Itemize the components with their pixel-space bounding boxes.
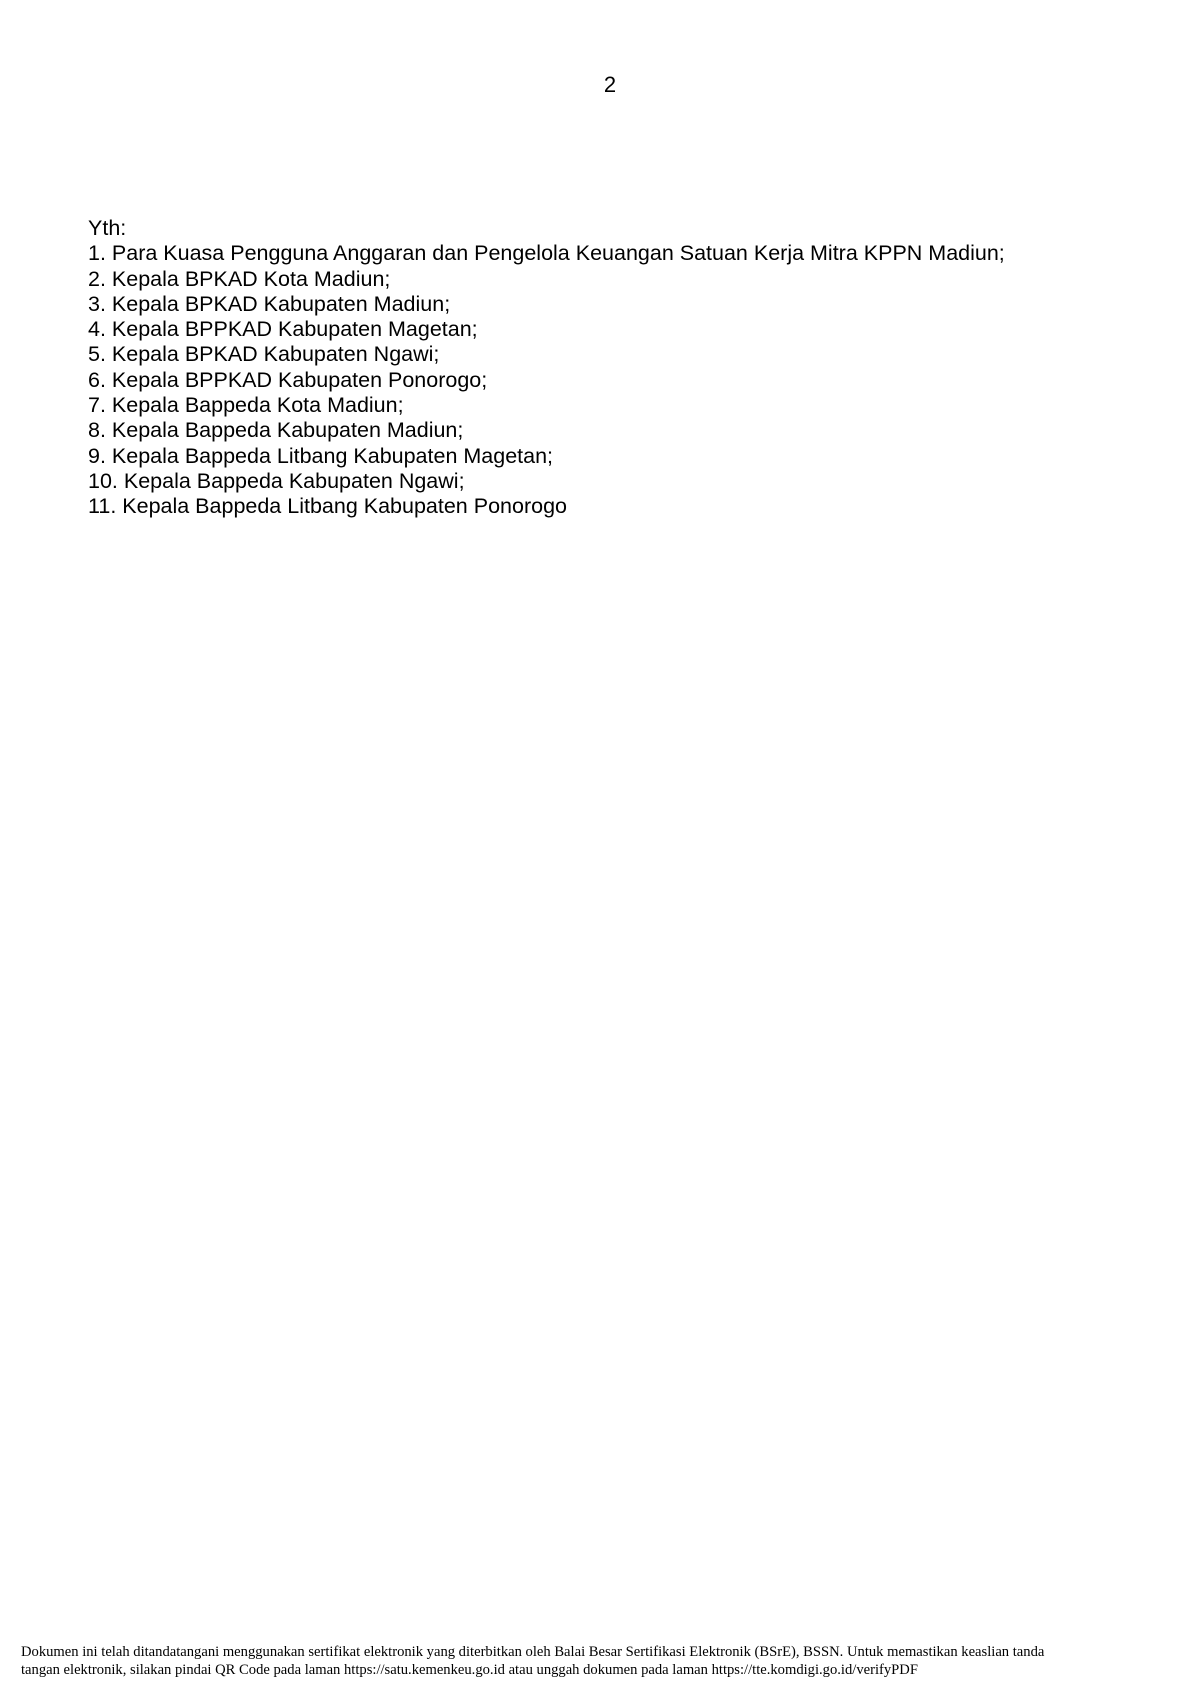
recipient-item: 9. Kepala Bappeda Litbang Kabupaten Magetan; (88, 443, 554, 468)
recipient-item: 11. Kepala Bappeda Litbang Kabupaten Ponorogo (88, 494, 567, 519)
page-number: 2 (603, 72, 617, 97)
recipient-item: 3. Kepala BPKAD Kabupaten Madiun; (88, 291, 451, 316)
recipient-item: 4. Kepala BPPKAD Kabupaten Magetan; (88, 317, 478, 342)
recipient-list (88, 216, 1005, 520)
recipient-item: 7. Kepala Bappeda Kota Madiun; (88, 393, 404, 418)
footer-line-1: Dokumen ini telah ditandatangani menggunakan sertifikat elektronik yang diterbitkan oleh Balai Besar Sertifikasi Elektronik (BSrE), BSSN. Untuk memastikan keaslian tanda (21, 1644, 1045, 1660)
recipient-item: 2. Kepala BPKAD Kota Madiun; (88, 266, 391, 291)
recipient-item: 1. Para Kuasa Pengguna Anggaran dan Pengelola Keuangan Satuan Kerja Mitra KPPN Madiun; (88, 241, 1005, 266)
footer-line-2: tangan elektronik, silakan pindai QR Code pada laman https://satu.kemenkeu.go.id atau unggah dokumen pada laman https://tte.komdigi.go.id/verifyPDF (21, 1662, 918, 1678)
signature-disclaimer-footer (21, 1643, 1171, 1679)
recipient-items (88, 241, 1005, 519)
salutation: Yth: (88, 216, 127, 240)
recipient-item: 5. Kepala BPKAD Kabupaten Ngawi; (88, 342, 440, 367)
recipient-item: 8. Kepala Bappeda Kabupaten Madiun; (88, 418, 464, 443)
recipient-item: 6. Kepala BPPKAD Kabupaten Ponorogo; (88, 367, 488, 392)
recipient-item: 10. Kepala Bappeda Kabupaten Ngawi; (88, 468, 465, 493)
